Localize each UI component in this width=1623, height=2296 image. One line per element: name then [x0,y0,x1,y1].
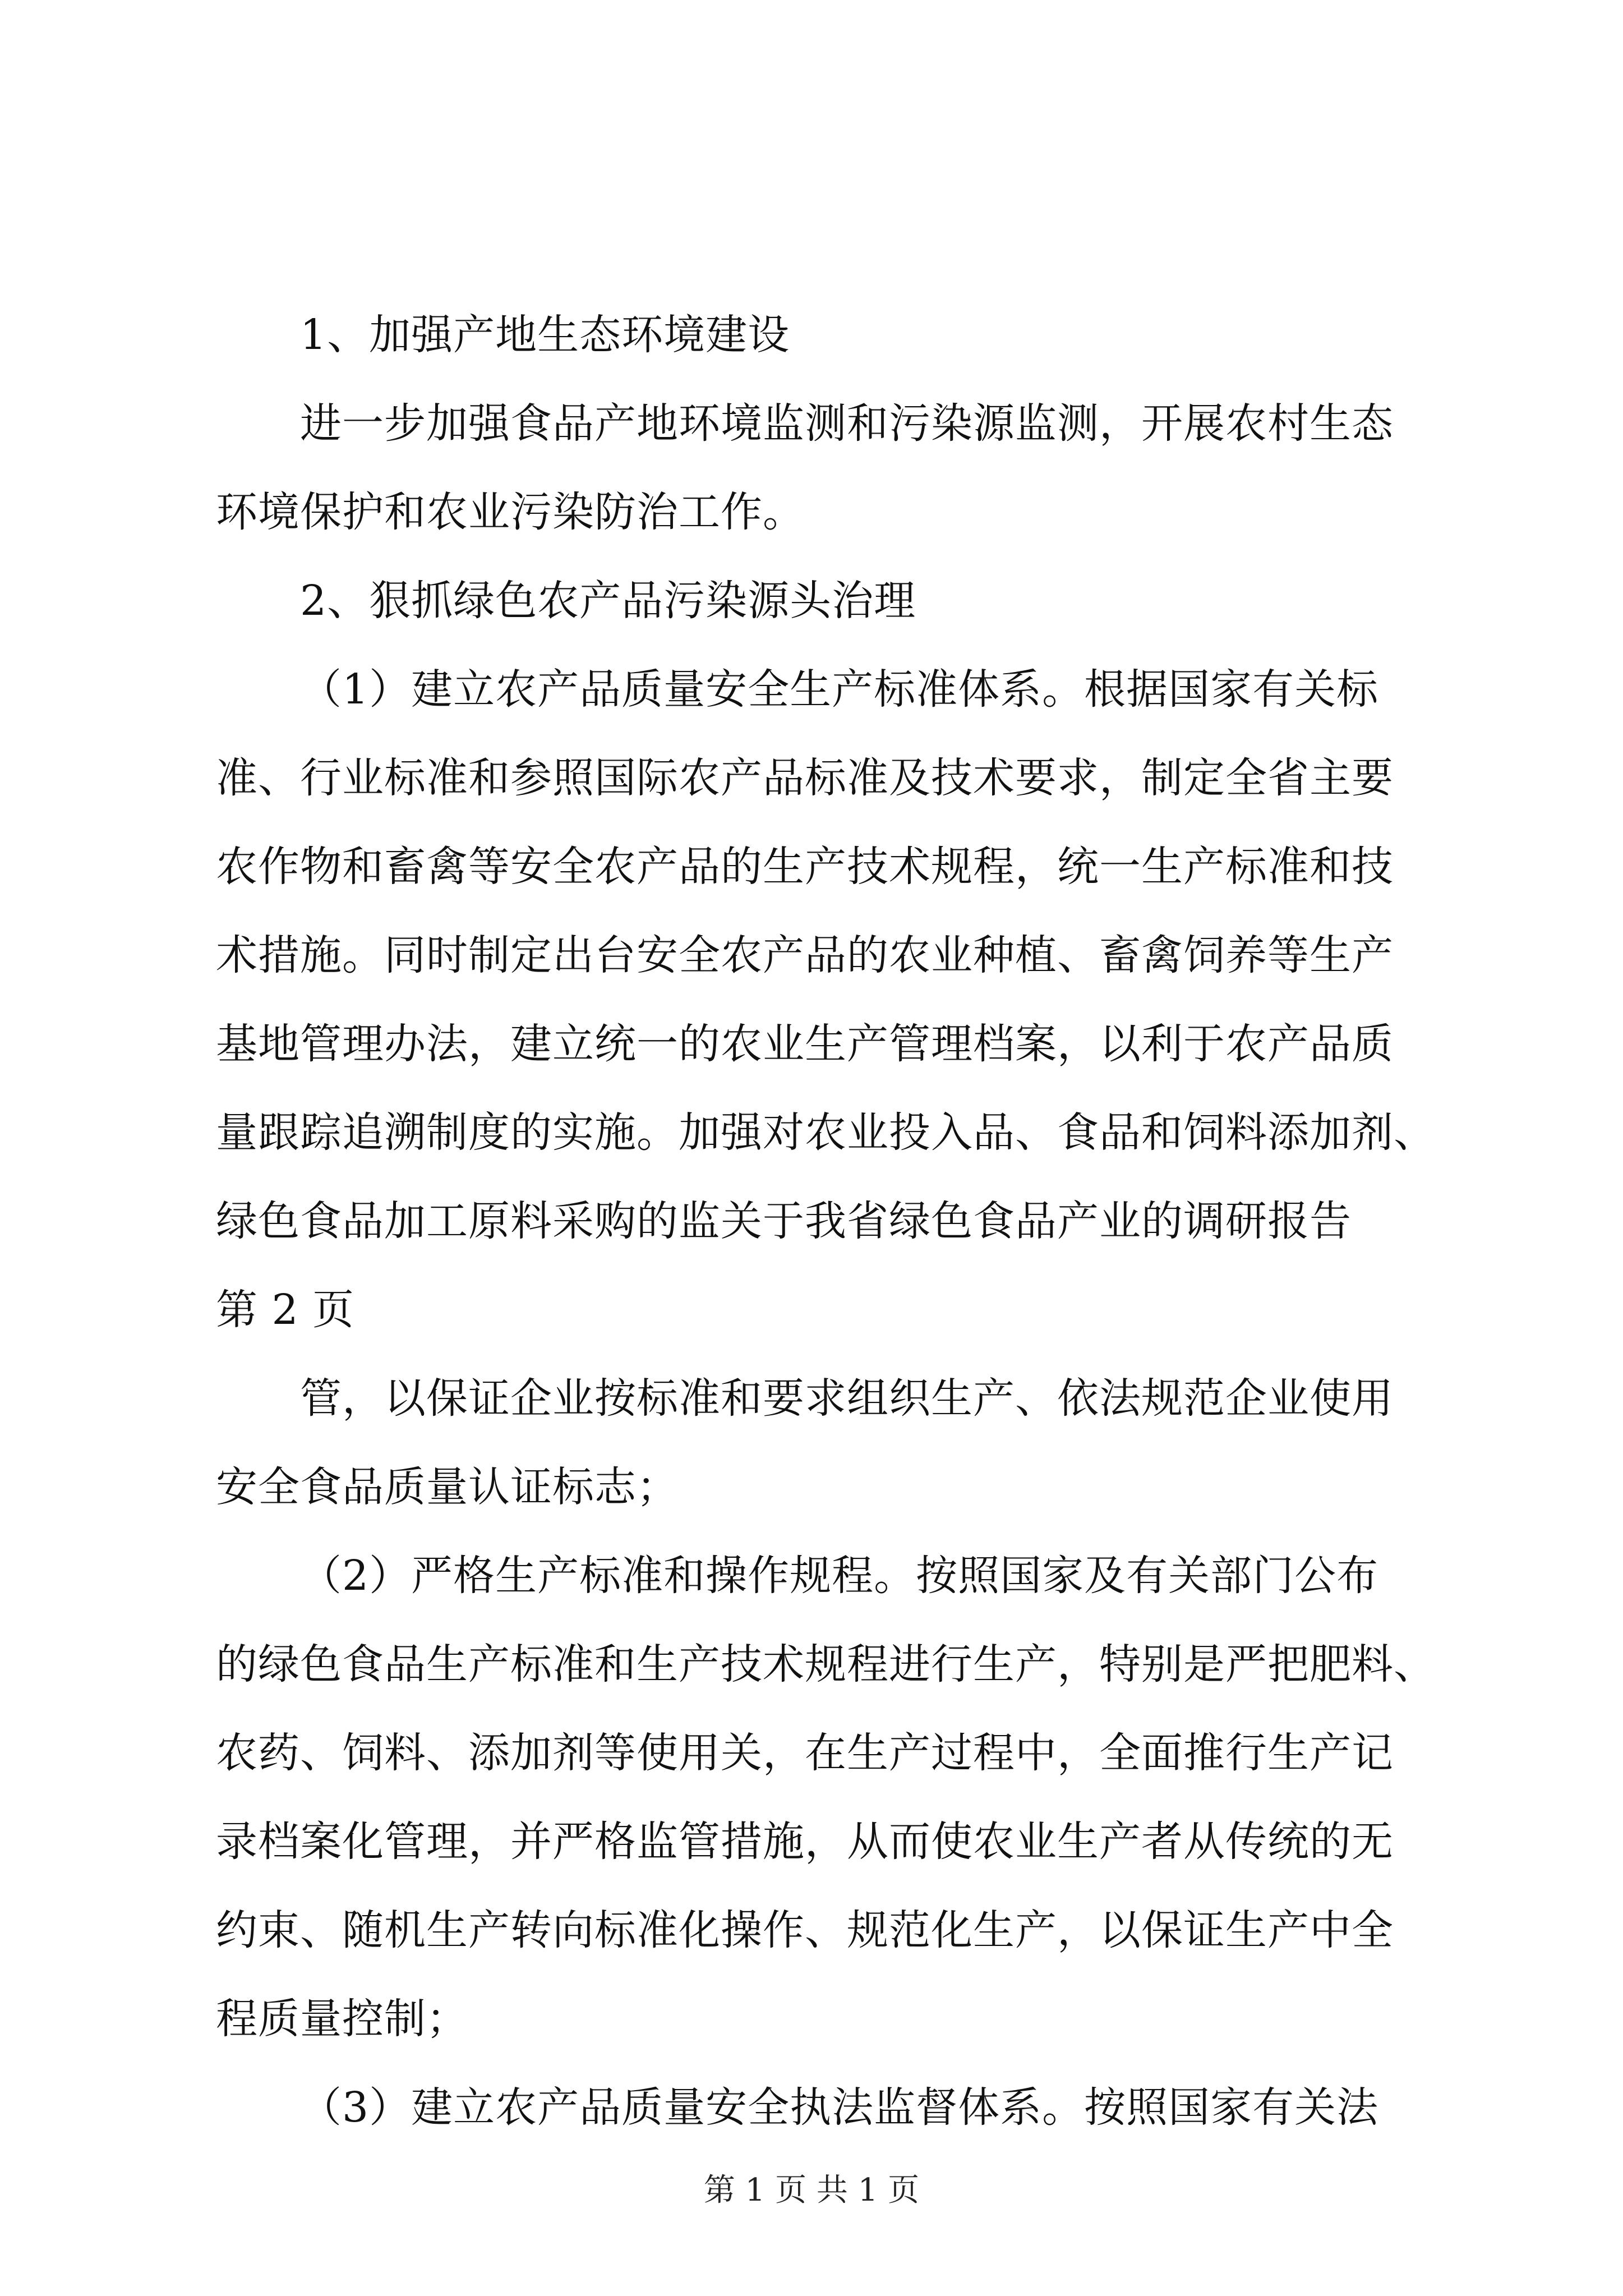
paragraph-line: 农作物和畜禽等安全农产品的生产技术规程，统一生产标准和技 [216,843,1394,891]
paragraph-line: 进一步加强食品产地环境监测和污染源监测，开展农村生态 [300,399,1394,448]
paragraph-line: 绿色食品加工原料采购的监关于我省绿色食品产业的调研报告 [216,1197,1352,1245]
paragraph-line: 程质量控制； [216,1995,468,2043]
page-footer: 第 1 页 共 1 页 [703,2172,920,2208]
section-heading-2: 2、狠抓绿色农产品污染源头治理 [300,577,916,625]
paragraph-line: （3）建立农产品质量安全执法监督体系。按照国家有关法 [300,2083,1379,2132]
paragraph-line: 术措施。同时制定出台安全农产品的农业种植、畜禽饲养等生产 [216,931,1394,979]
page-marker: 第 2 页 [216,1286,355,1334]
paragraph-line: 录档案化管理，并严格监管措施，从而使农业生产者从传统的无 [216,1818,1394,1866]
section-heading-1: 1、加强产地生态环境建设 [300,311,790,359]
paragraph-line: （1）建立农产品质量安全生产标准体系。根据国家有关标 [300,665,1379,714]
paragraph-line: 量跟踪追溯制度的实施。加强对农业投入品、食品和饲料添加剂、 [216,1108,1436,1157]
paragraph-line: 基地管理办法，建立统一的农业生产管理档案，以利于农产品质 [216,1020,1394,1068]
paragraph-line: 的绿色食品生产标准和生产技术规程进行生产，特别是严把肥料、 [216,1640,1436,1688]
paragraph-line: 准、行业标准和参照国际农产品标准及技术要求，制定全省主要 [216,754,1394,802]
paragraph-line: 安全食品质量认证标志； [216,1463,679,1511]
paragraph-line: 农药、饲料、添加剂等使用关，在生产过程中，全面推行生产记 [216,1729,1394,1777]
paragraph-line: 环境保护和农业污染防治工作。 [216,488,805,536]
paragraph-line: 管，以保证企业按标准和要求组织生产、依法规范企业使用 [300,1374,1394,1423]
paragraph-line: 约束、随机生产转向标准化操作、规范化生产，以保证生产中全 [216,1906,1394,1954]
paragraph-line: （2）严格生产标准和操作规程。按照国家及有关部门公布 [300,1552,1379,1600]
